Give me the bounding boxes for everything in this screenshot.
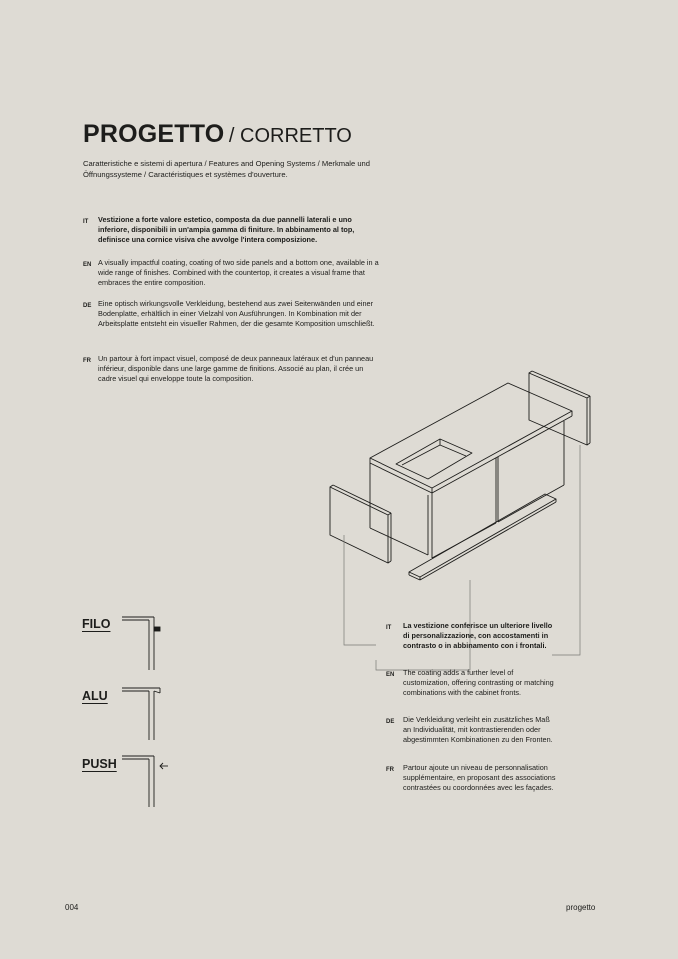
leader-left bbox=[344, 535, 376, 645]
detail-de bbox=[386, 715, 556, 746]
title-sub: / CORRETTO bbox=[228, 125, 352, 147]
filo-profile-diagram bbox=[122, 617, 160, 670]
detail-text: Die Verkleidung verleiht ein zusätzliches Maß an Individualität, mit kontrastierenden oder abgestimmten Kombinationen zu den Fronten. bbox=[403, 715, 553, 745]
page-number: 004 bbox=[65, 903, 79, 912]
intro-text: Eine optisch wirkungsvolle Verkleidung, bestehend aus zwei Seitenwänden und einer Bodenplatte, erhältlich in einer Vielzahl von Ausführungen. In Kombination mit der Arbeitsplatte entsteht ein visueller Rahmen, der die gesamte Komposition umschließt. bbox=[98, 299, 375, 329]
intro-text: Vestizione a forte valore estetico, composta da due pannelli laterali e uno inferiore, disponibili in un'ampia gamma di finiture. In abbinamento al top, definisce una cornice visiva che avvolge l'intera composizione. bbox=[98, 215, 355, 245]
left-side-panel bbox=[330, 487, 388, 563]
lang-code: DE bbox=[83, 303, 92, 309]
right-side-panel bbox=[529, 373, 587, 445]
intro-fr bbox=[83, 354, 383, 385]
alu-profile-diagram bbox=[122, 688, 160, 740]
intro-text: A visually impactful coating, coating of two side panels and a bottom one, available in a wide range of finishes. Combined with the countertop, it creates a visual frame that embraces the entire composition. bbox=[98, 258, 379, 288]
lang-code: FR bbox=[386, 767, 394, 773]
intro-en bbox=[83, 258, 383, 289]
push-profile-diagram bbox=[122, 756, 168, 807]
detail-fr bbox=[386, 763, 556, 794]
intro-de bbox=[83, 299, 383, 330]
bottom-panel bbox=[409, 494, 556, 577]
lang-code: EN bbox=[386, 672, 395, 678]
detail-text: Partour ajoute un niveau de personnalisation supplémentaire, en proposant des associations contrastées ou coordonnées avec les façades. bbox=[403, 763, 556, 793]
lang-code: EN bbox=[83, 262, 92, 268]
section-name: progetto bbox=[566, 903, 596, 912]
page-title bbox=[83, 120, 352, 149]
detail-en bbox=[386, 668, 556, 699]
profile-label-push: PUSH bbox=[82, 757, 117, 771]
countertop bbox=[370, 383, 572, 488]
title-main: PROGETTO bbox=[83, 120, 225, 148]
detail-text: The coating adds a further level of customization, offering contrasting or matching combinations with the cabinet fronts. bbox=[403, 668, 554, 698]
intro-it bbox=[83, 215, 383, 246]
profile-label-filo: FILO bbox=[82, 617, 111, 631]
profile-label-alu: ALU bbox=[82, 689, 108, 703]
leader-right bbox=[552, 445, 580, 655]
lang-code: FR bbox=[83, 358, 91, 364]
detail-text: La vestizione conferisce un ulteriore livello di personalizzazione, con accostamenti in contrasto o in abbinamento con i frontali. bbox=[403, 621, 553, 651]
intro-text: Un partour à fort impact visuel, composé de deux panneaux latéraux et d'un panneau inférieur, disponible dans une large gamme de finitions. Associé au plan, il crée un cadre visuel qui enveloppe toute la composition. bbox=[98, 354, 374, 384]
detail-it bbox=[386, 621, 556, 652]
lang-code: DE bbox=[386, 719, 395, 725]
lang-code: IT bbox=[83, 219, 89, 225]
sink-basin bbox=[396, 439, 472, 479]
lang-code: IT bbox=[386, 625, 392, 631]
page-subtitle: Caratteristiche e sistemi di apertura / Features and Opening Systems / Merkmale und Öffnungssysteme / Caractéristiques et systèmes d'ouverture. bbox=[83, 159, 371, 179]
